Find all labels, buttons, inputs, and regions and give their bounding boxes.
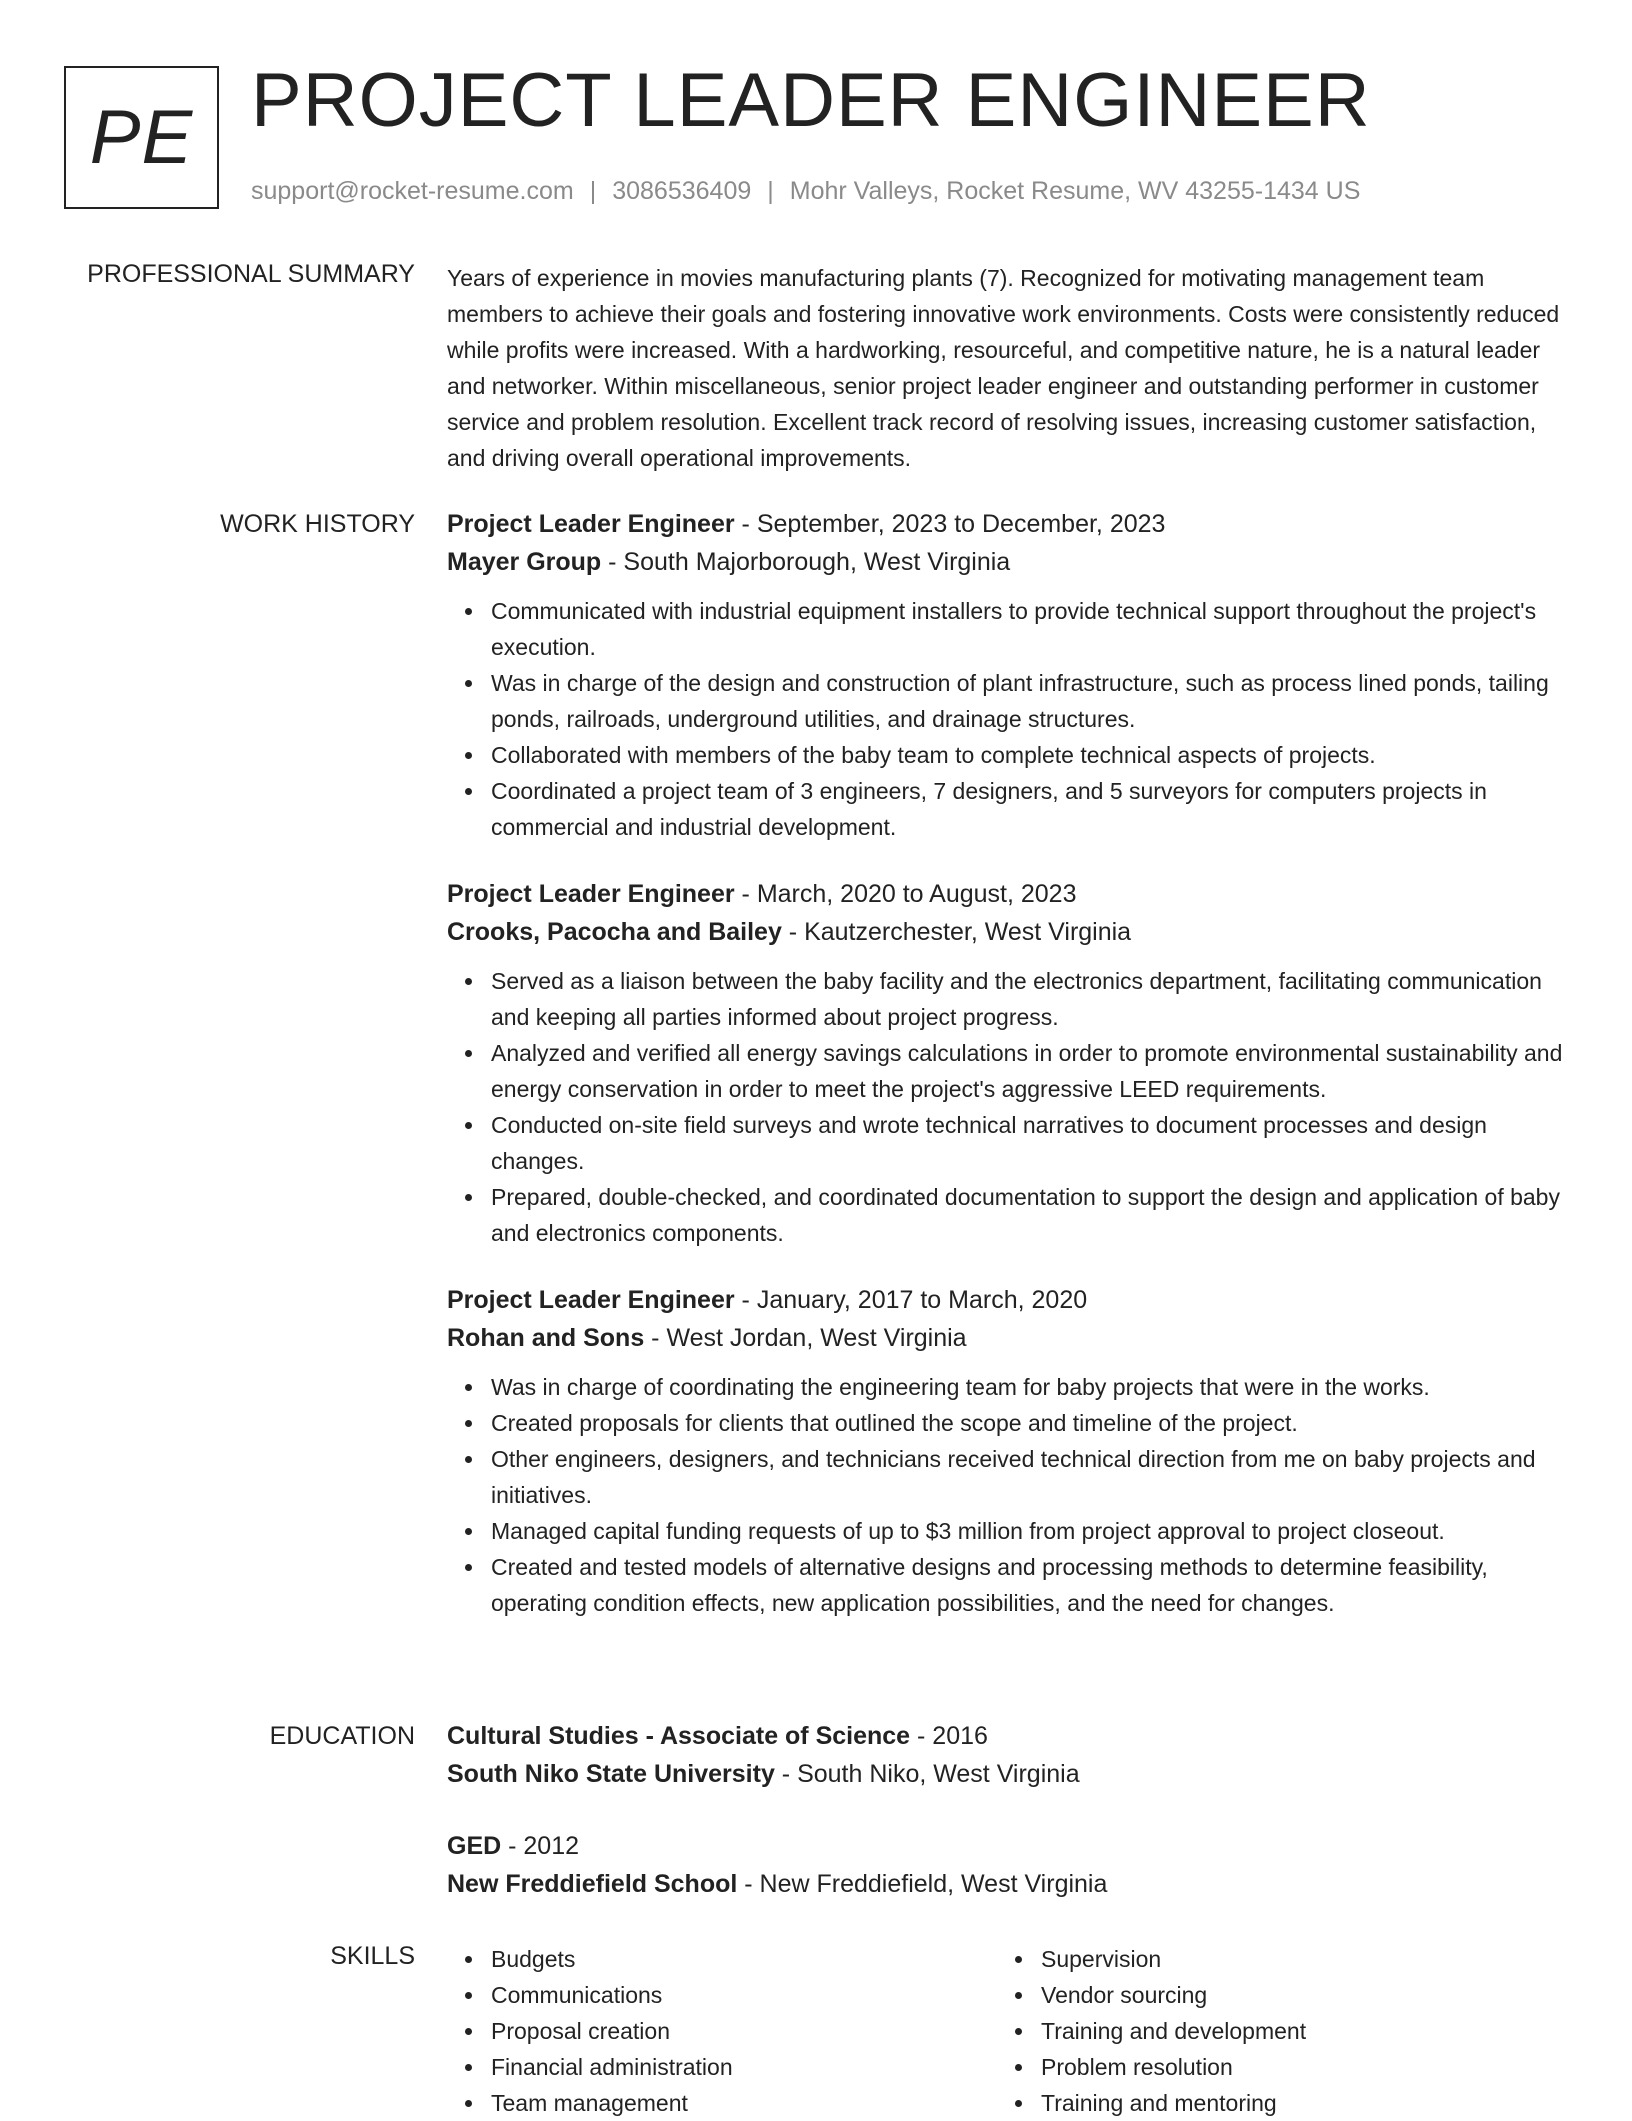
- job-company-line: [447, 913, 1569, 951]
- job-company: Mayer Group: [447, 548, 602, 576]
- education-location: - New Freddiefield, West Virginia: [737, 1870, 1108, 1898]
- skills-label: SKILLS: [330, 1942, 415, 1970]
- job-bullet: Created proposals for clients that outlined the scope and timeline of the project.: [491, 1405, 1569, 1441]
- job-bullets: [447, 1369, 1569, 1621]
- education-school-line: [447, 1865, 1569, 1903]
- work-history-label: WORK HISTORY: [220, 510, 415, 538]
- monogram-box: [64, 66, 219, 209]
- job-title-line: [447, 1281, 1569, 1319]
- candidate-name: PROJECT LEADER ENGINEER: [251, 58, 1371, 143]
- job-bullet: Was in charge of the design and construction of plant infrastructure, such as process lined ponds, tailing ponds, railroads, underground utilities, and drainage structures.: [491, 665, 1569, 737]
- summary-label: PROFESSIONAL SUMMARY: [87, 260, 415, 288]
- job-company-line: [447, 1319, 1569, 1357]
- contact-separator: |: [589, 177, 597, 205]
- skill-item: Vendor sourcing: [1041, 1977, 1547, 2013]
- job-location: - Kautzerchester, West Virginia: [781, 918, 1132, 946]
- contact-email: support@rocket-resume.com: [251, 177, 574, 205]
- skill-item: Team management: [491, 2085, 997, 2121]
- education-location: - South Niko, West Virginia: [774, 1760, 1080, 1788]
- job-bullet: Analyzed and verified all energy savings calculations in order to promote environmental sustainability and energy conservation in order to meet the project's aggressive LEED requirements.: [491, 1035, 1569, 1107]
- education-year: - 2016: [910, 1722, 988, 1750]
- job-entry: [447, 1281, 1569, 1621]
- job-location: - West Jordan, West Virginia: [644, 1324, 967, 1352]
- education-label: EDUCATION: [269, 1722, 415, 1750]
- skills-list-left: [447, 1941, 997, 2121]
- education-degree: GED: [447, 1832, 502, 1860]
- skills-grid: [447, 1941, 1569, 2121]
- job-title-line: [447, 505, 1569, 543]
- job-bullet: Served as a liaison between the baby facility and the electronics department, facilitating communication and keeping all parties informed about project progress.: [491, 963, 1569, 1035]
- education-school: South Niko State University: [447, 1760, 775, 1788]
- summary-text: Years of experience in movies manufacturing plants (7). Recognized for motivating management team members to achieve their goals and fostering innovative work environments. Costs were consistently reduced while profits were increased. With a hardworking, resourceful, and competitive nature, he is a natural leader and networker. Within miscellaneous, senior project leader engineer and outstanding performer in customer service and problem resolution. Excellent track record of resolving issues, increasing customer satisfaction, and driving overall operational improvements.: [447, 265, 1560, 471]
- skill-item: Training and development: [1041, 2013, 1547, 2049]
- skill-item: Supervision: [1041, 1941, 1547, 1977]
- job-dates: - March, 2020 to August, 2023: [734, 880, 1077, 908]
- job-bullets: [447, 963, 1569, 1251]
- contact-address: Mohr Valleys, Rocket Resume, WV 43255-1434 US: [789, 177, 1361, 205]
- job-dates: - September, 2023 to December, 2023: [734, 510, 1166, 538]
- job-bullet: Was in charge of coordinating the engineering team for baby projects that were in the works.: [491, 1369, 1569, 1405]
- education-degree-line: [447, 1827, 1569, 1865]
- skill-item: Problem resolution: [1041, 2049, 1547, 2085]
- skill-item: Financial administration: [491, 2049, 997, 2085]
- education-year: - 2012: [501, 1832, 580, 1860]
- job-bullet: Conducted on-site field surveys and wrote technical narratives to document processes and design changes.: [491, 1107, 1569, 1179]
- contact-phone: 3086536409: [612, 177, 752, 205]
- skills-list-right: [997, 1941, 1547, 2121]
- skill-item: Communications: [491, 1977, 997, 2013]
- education-degree-line: [447, 1717, 1569, 1755]
- job-dates: - January, 2017 to March, 2020: [734, 1286, 1088, 1314]
- education-degree: Cultural Studies - Associate of Science: [447, 1722, 911, 1750]
- education-entry: [447, 1717, 1569, 1793]
- job-company-line: [447, 543, 1569, 581]
- skill-item: Proposal creation: [491, 2013, 997, 2049]
- education-entry: [447, 1827, 1569, 1903]
- skill-item: Budgets: [491, 1941, 997, 1977]
- job-bullet: Created and tested models of alternative designs and processing methods to determine feasibility, operating condition effects, new application possibilities, and the need for changes.: [491, 1549, 1569, 1621]
- job-title-line: [447, 875, 1569, 913]
- job-bullet: Other engineers, designers, and technicians received technical direction from me on baby projects and initiatives.: [491, 1441, 1569, 1513]
- job-bullets: [447, 593, 1569, 845]
- skill-item: Training and mentoring: [1041, 2085, 1547, 2121]
- job-bullet: Collaborated with members of the baby team to complete technical aspects of projects.: [491, 737, 1569, 773]
- job-bullet: Coordinated a project team of 3 engineers, 7 designers, and 5 surveyors for computers projects in commercial and industrial development.: [491, 773, 1569, 845]
- job-entry: [447, 505, 1569, 845]
- education-school-line: [447, 1755, 1569, 1793]
- job-bullet: Prepared, double-checked, and coordinated documentation to support the design and application of baby and electronics components.: [491, 1179, 1569, 1251]
- job-company: Rohan and Sons: [447, 1324, 645, 1352]
- education-school: New Freddiefield School: [447, 1870, 738, 1898]
- job-title: Project Leader Engineer: [447, 880, 735, 908]
- job-company: Crooks, Pacocha and Bailey: [447, 918, 782, 946]
- job-bullet: Managed capital funding requests of up to $3 million from project approval to project closeout.: [491, 1513, 1569, 1549]
- job-title: Project Leader Engineer: [447, 1286, 735, 1314]
- job-entry: [447, 875, 1569, 1251]
- contact-line: [251, 175, 1360, 207]
- job-bullet: Communicated with industrial equipment installers to provide technical support throughout the project's execution.: [491, 593, 1569, 665]
- contact-separator: |: [767, 177, 774, 205]
- job-title: Project Leader Engineer: [447, 510, 735, 538]
- monogram-initials: PE: [89, 95, 194, 180]
- job-location: - South Majorborough, West Virginia: [601, 548, 1011, 576]
